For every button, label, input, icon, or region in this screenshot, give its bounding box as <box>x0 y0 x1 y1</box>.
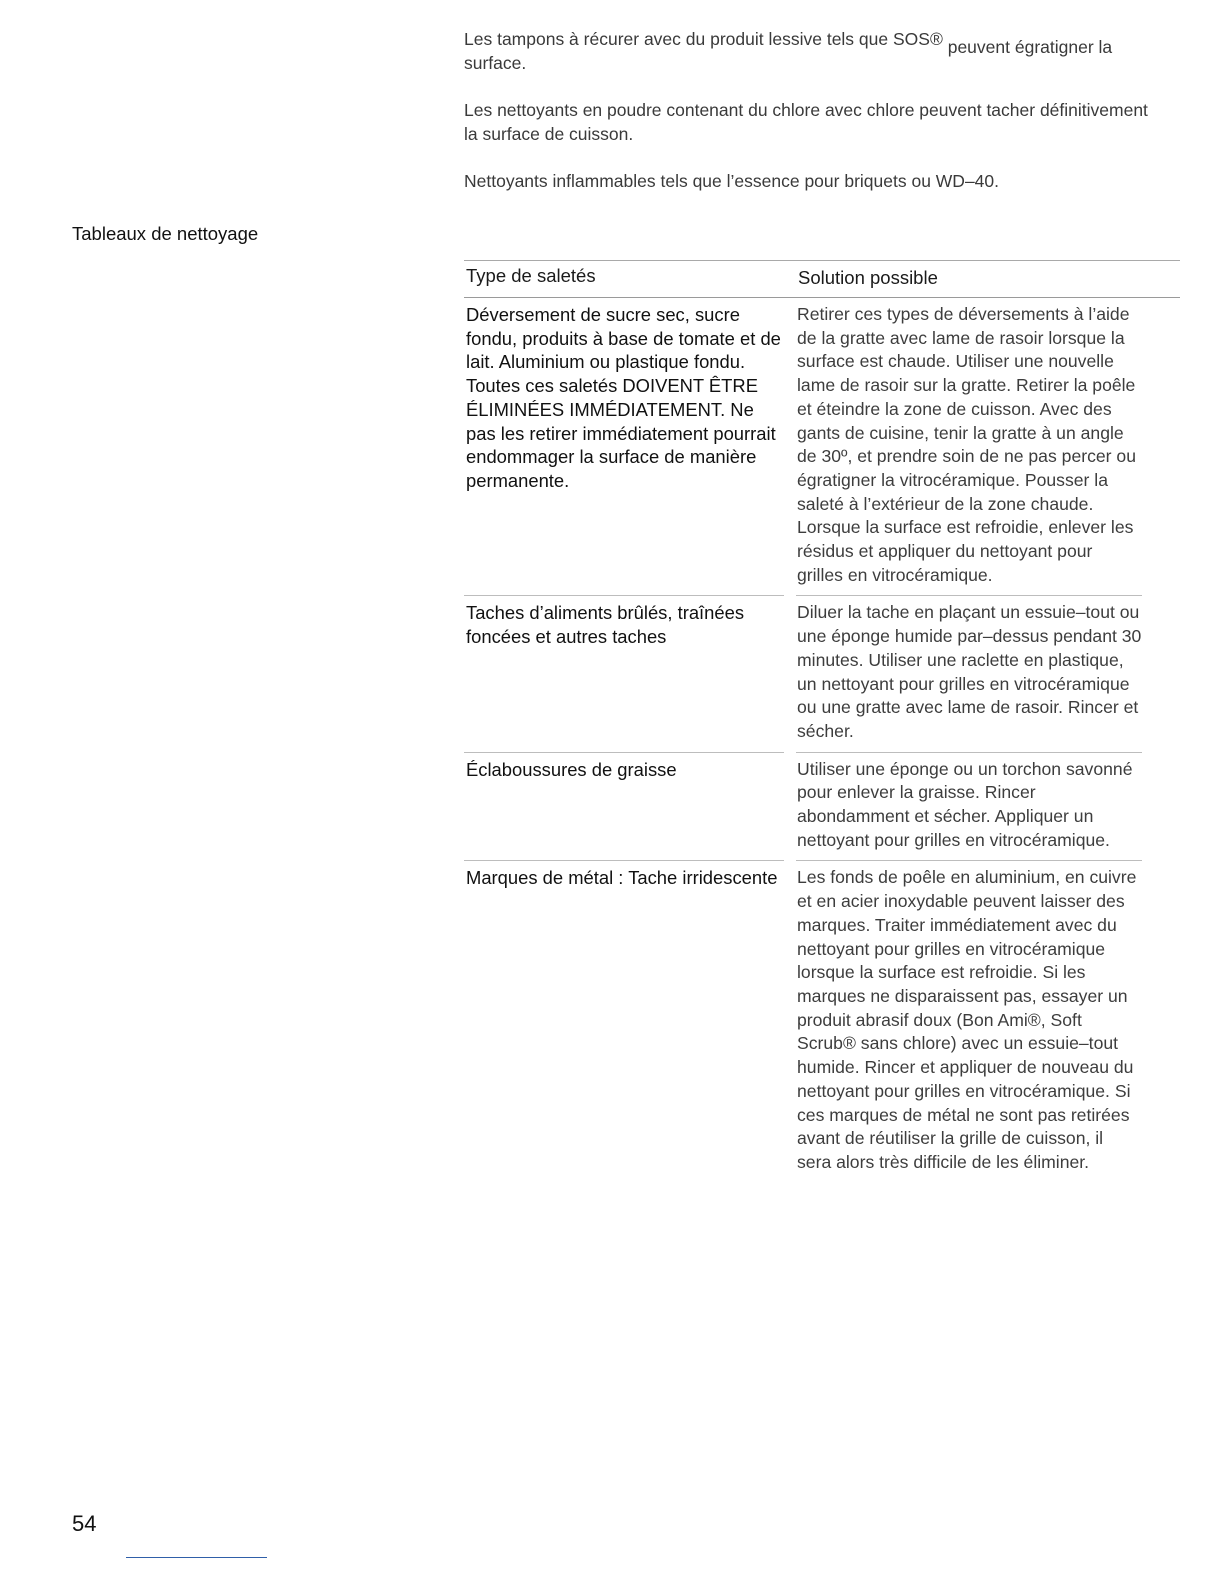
cleaning-table <box>464 260 1180 1183</box>
table-header-row <box>464 261 1180 298</box>
intro-paragraph-1-end: surface. <box>464 52 527 73</box>
solution-cell: Les fonds de poêle en aluminium, en cuivre et en acier inoxydable peuvent laisser des marques. Traiter immédiatement avec du nettoyant pour grilles en vitrocéramique lorsque la surface est refroidie. Si les marques ne disparaissent pas, essayer un produit abrasif doux (Bon Ami®, Soft Scrub® sans chlore) avec un essuie–tout humide. Rincer et appliquer de nouveau du nettoyant pour grilles en vitrocéramique. Si ces marques de métal ne sont pas retirées avant de réutiliser la grille de cuisson, il sera alors très difficile de les éliminer. <box>797 867 1137 1172</box>
solution-cell: Retirer ces types de déversements à l’aide de la gratte avec lame de rasoir lorsque la surface est chaude. Utiliser une nouvelle lame de rasoir sur la gratte. Retirer la poêle et éteindre la zone de cuisson. Avec des gants de cuisine, tenir la gratte à un angle de 30º, et prendre soin de ne pas percer ou égratigner la vitrocéramique. Pousser la saleté à l’extérieur de la zone chaude. Lorsque la surface est refroidie, enlever les résidus et appliquer du nettoyant pour grilles en vitrocéramique. <box>796 298 1142 596</box>
intro-text <box>464 28 1164 218</box>
table-row <box>464 861 1180 1182</box>
intro-paragraph-3: Nettoyants inflammables tels que l’essence pour briquets ou WD–40. <box>464 171 999 192</box>
solution-cell: Utiliser une éponge ou un torchon savonné pour enlever la graisse. Rincer abondamment et sécher. Appliquer un nettoyant pour grilles en vitrocéramique. <box>796 753 1142 862</box>
header-solution: Solution possible <box>798 267 938 288</box>
intro-paragraph-1-main: Les tampons à récurer avec du produit lessive tels que SOS® <box>464 29 943 49</box>
soil-type-cell: Déversement de sucre sec, sucre fondu, produits à base de tomate et de lait. Aluminium ou plastique fondu. Toutes ces saletés DOIVENT ÊTRE ÉLIMINÉES IMMÉDIATEMENT. Ne pas les retirer immédiatement pourrait endommager la surface de manière permanente. <box>464 298 784 596</box>
header-type: Type de saletés <box>466 265 596 286</box>
footer-divider <box>126 1557 267 1558</box>
soil-type-cell: Taches d’aliments brûlés, traînées foncées et autres taches <box>464 596 784 752</box>
soil-type-cell: Éclaboussures de graisse <box>464 753 784 862</box>
soil-type-cell: Marques de métal : Tache irridescente <box>466 867 778 889</box>
page-number: 54 <box>72 1511 97 1536</box>
table-row <box>464 298 1180 596</box>
table-row <box>464 753 1180 862</box>
table-row <box>464 596 1180 752</box>
solution-cell: Diluer la tache en plaçant un essuie–tout ou une éponge humide par–dessus pendant 30 minutes. Utiliser une raclette en plastique, un nettoyant pour grilles en vitrocéramique ou une gratte avec lame de rasoir. Rincer et sécher. <box>796 596 1142 752</box>
intro-paragraph-1-tail: peuvent égratigner la <box>947 37 1113 57</box>
intro-paragraph-1 <box>464 28 1164 75</box>
section-title: Tableaux de nettoyage <box>72 223 259 244</box>
intro-paragraph-2: Les nettoyants en poudre contenant du chlore avec chlore peuvent tacher définitivement la surface de cuisson. <box>464 100 1148 144</box>
